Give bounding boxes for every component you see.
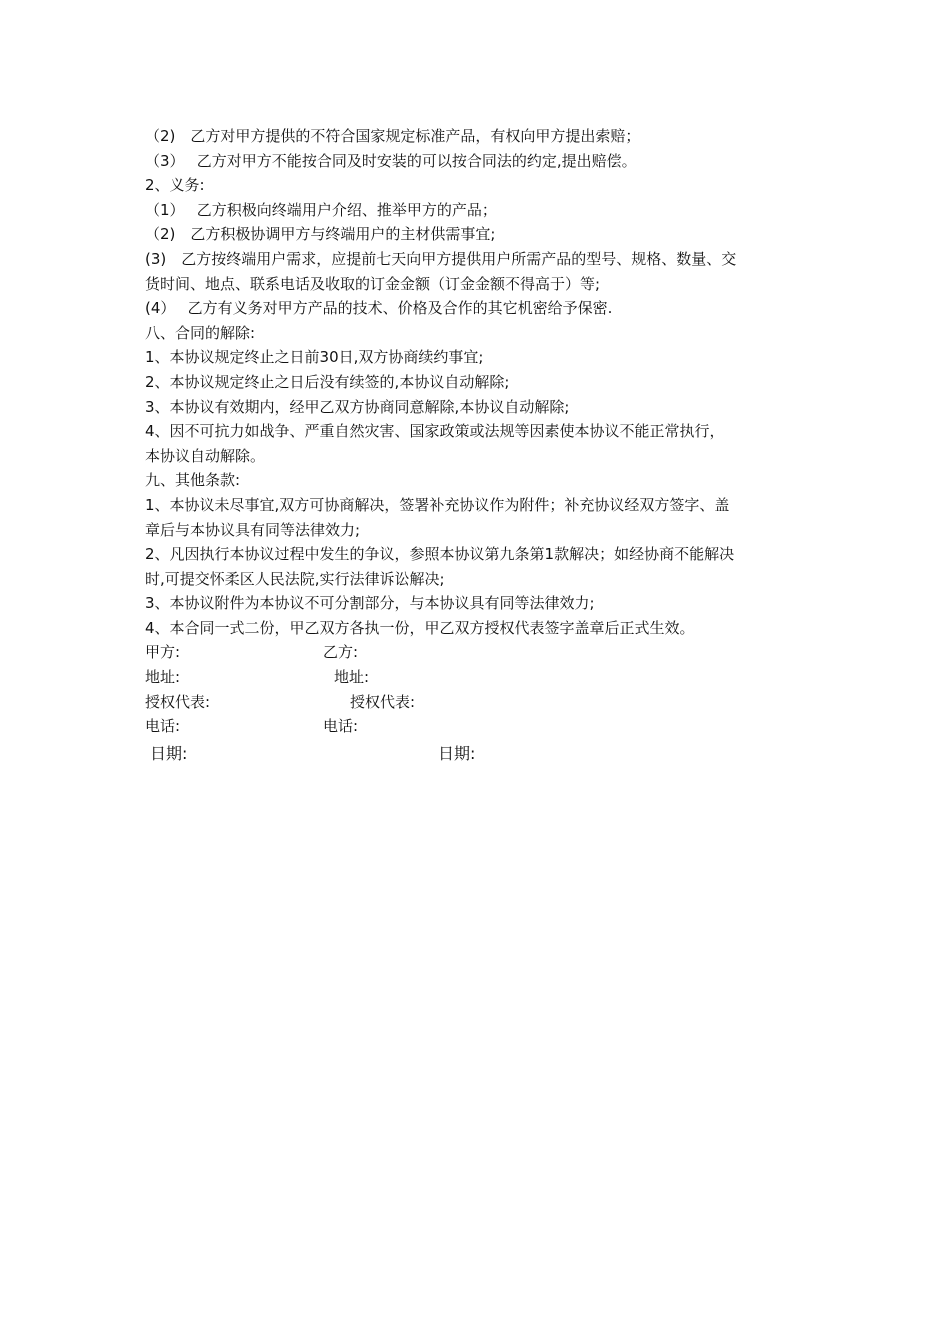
clause-other-1-line-2: 章后与本协议具有同等法律效力; <box>145 520 361 539</box>
section-obligations-heading: 2、义务: <box>145 176 205 195</box>
clause-termination-1: 1、本协议规定终止之日前30日,双方协商续约事宜; <box>145 348 484 367</box>
date-b-label: 日期: <box>438 743 476 763</box>
section-termination-heading: 八、合同的解除: <box>145 323 256 342</box>
clause-termination-4-line-1: 4、因不可抗力如战争、严重自然灾害、国家政策或法规等因素使本协议不能正常执行， <box>145 422 725 441</box>
clause-other-2-line-1: 2、凡因执行本协议过程中发生的争议，参照本协议第九条第1款解决；如经协商不能解决 <box>145 545 735 564</box>
clause-right-2: （2) 乙方对甲方提供的不符合国家规定标准产品，有权向甲方提出索赔； <box>145 127 641 145</box>
address-b-label: 地址: <box>334 668 370 687</box>
date-a-label: 日期: <box>150 743 188 763</box>
section-other-terms-heading: 九、其他条款: <box>145 471 241 490</box>
representative-a-label: 授权代表: <box>145 692 211 711</box>
clause-other-2-line-2: 时,可提交怀柔区人民法院,实行法律诉讼解决; <box>145 569 445 588</box>
clause-obligation-2: （2) 乙方积极协调甲方与终端用户的主材供需事宜; <box>145 225 496 244</box>
clause-other-3: 3、本协议附件为本协议不可分割部分，与本协议具有同等法律效力; <box>145 594 595 613</box>
clause-other-4: 4、本合同一式二份，甲乙双方各执一份，甲乙双方授权代表签字盖章后正式生效。 <box>145 618 695 637</box>
clause-termination-2: 2、本协议规定终止之日后没有续签的,本协议自动解除; <box>145 372 510 391</box>
phone-b-label: 电话: <box>323 717 359 736</box>
contract-body <box>145 124 813 769</box>
clause-obligation-3-line-2: 货时间、地点、联系电话及收取的订金金额（订金金额不得高于）等; <box>145 274 601 293</box>
signature-date-row <box>145 739 813 769</box>
clause-right-3: （3） 乙方对甲方不能按合同及时安装的可以按合同法的约定,提出赔偿。 <box>145 151 637 170</box>
representative-b-label: 授权代表: <box>350 692 416 711</box>
signature-party-row <box>145 640 813 665</box>
clause-obligation-4: (4） 乙方有义务对甲方产品的技术、价格及合作的其它机密给予保密. <box>145 299 613 318</box>
clause-obligation-1: （1） 乙方积极向终端用户介绍、推举甲方的产品； <box>145 200 497 219</box>
phone-a-label: 电话: <box>145 717 181 736</box>
signature-address-row <box>145 665 813 690</box>
clause-termination-3: 3、本协议有效期内，经甲乙双方协商同意解除,本协议自动解除; <box>145 397 570 416</box>
clause-termination-4-line-2: 本协议自动解除。 <box>145 446 266 465</box>
address-a-label: 地址: <box>145 668 181 687</box>
clause-obligation-3-line-1: (3) 乙方按终端用户需求，应提前七天向甲方提供用户所需产品的型号、规格、数量、交 <box>145 249 737 268</box>
party-a-label: 甲方: <box>145 643 181 662</box>
party-b-label: 乙方: <box>323 643 359 662</box>
clause-other-1-line-1: 1、本协议未尽事宜,双方可协商解决，签署补充协议作为附件；补充协议经双方签字、盖 <box>145 495 730 514</box>
signature-representative-row <box>145 690 813 715</box>
signature-phone-row <box>145 714 813 739</box>
